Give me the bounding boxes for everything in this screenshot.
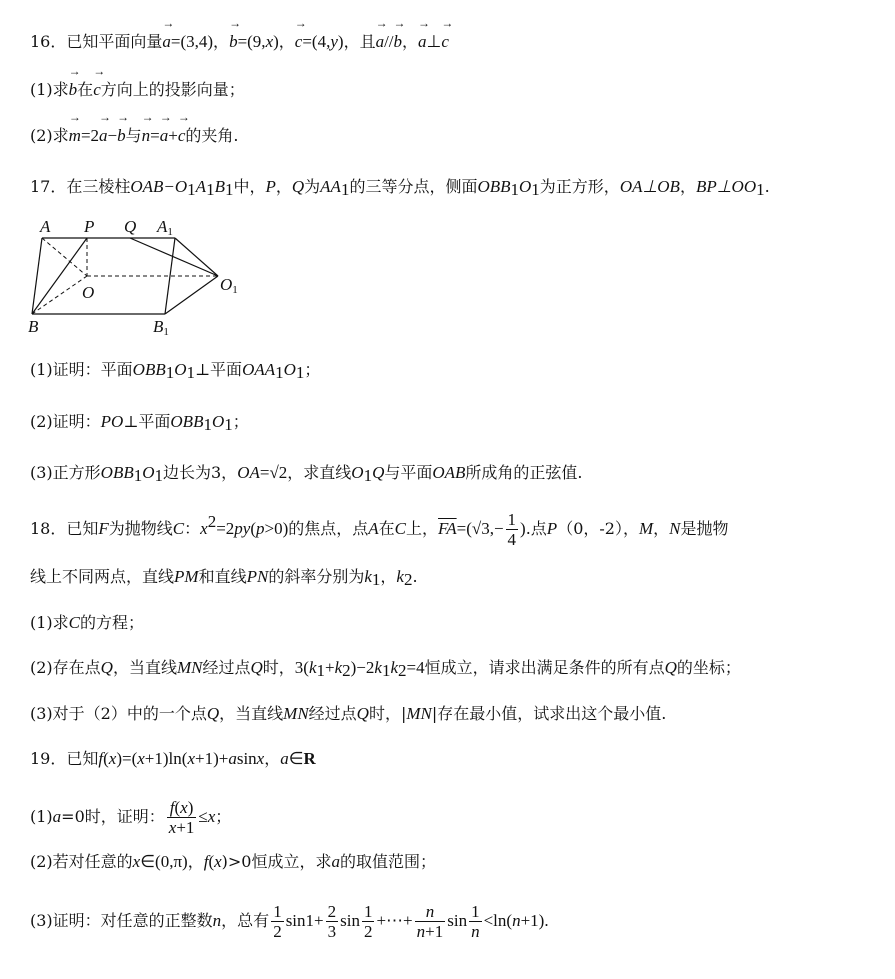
fraction-1-2-arg: $\frac{1}{2}$ xyxy=(363,902,373,941)
q18-stem: 18．已知F为抛物线C：$x^2=2py(p>0)$的焦点，点A在C上，$\overline{FA}=(√3,-$ $\frac{1}{4}$ ).点P（0，-2），M，N是抛物 xyxy=(30,510,729,549)
q19-number: 19．已知 xyxy=(30,749,99,768)
fraction-one-quarter: $\frac{1}{4}$ xyxy=(507,510,517,549)
vector-c: → c xyxy=(295,30,303,54)
hidden-edge-A-O xyxy=(42,238,87,276)
q18-part3: (3)对于（2）中的一个点Q，当直线MN经过点Q时，|MN|存在最小值，试求出这个最小值. xyxy=(30,704,667,723)
q17-part3: (3)正方形$OBB_1O_1$边长为3，OA=√2，求直线$O_1Q$与平面OAB所成角的正弦值. xyxy=(30,463,583,485)
label-A: A xyxy=(40,217,51,236)
edge-B1-O1 xyxy=(165,276,218,314)
label-Q: Q xyxy=(124,217,137,236)
q19-part2: (2)若对任意的x∈(0,π)，f(x)>0恒成立，求a的取值范围； xyxy=(30,852,437,871)
fraction-1-over-n: $\frac{1}{n}$ xyxy=(471,902,480,941)
q18-part1: (1)求C的方程； xyxy=(30,613,145,632)
fraction-n-over-n-plus-1: $\frac{n}{n+1}$ xyxy=(416,902,444,941)
vector-a: → a xyxy=(162,30,171,54)
q16-stem: 16．已知平面向量→ a=(3,4)，→ b=(9,x)，→ c=(4,y)，且→ a//→ b，→ a⊥→ c xyxy=(30,30,449,54)
fraction-2-3: $\frac{2}{3}$ xyxy=(327,902,337,941)
q19-part3: (3)证明：对任意的正整数n，总有 $\frac{1}{2}$ sin1+ $\frac{2}{3}$ sin $\frac{1}{2}$ +⋯+ $\frac{n}{n+1}$ sin $\frac{1}{n}$ <ln(n+1). xyxy=(30,902,549,941)
label-A1: A1 xyxy=(157,217,173,238)
q16-part2: (2)求→ m=2→ a−→ b与→ n=→ a+→ c的夹角. xyxy=(30,124,238,148)
vector-FA: $\overline{FA}$ xyxy=(438,519,457,538)
label-B: B xyxy=(28,317,39,336)
q17-part2: (2)证明：PO⊥平面$OBB_1O_1$； xyxy=(30,412,249,434)
vector-a-value: =(3,4) xyxy=(170,32,214,51)
label-B1: B1 xyxy=(153,317,169,338)
q17-number: 17．在三棱柱 xyxy=(30,177,131,196)
edge-A1-O1 xyxy=(175,238,218,276)
q17-part1: (1)证明：平面$OBB_1O_1\perp$平面$OAA_1O_1$； xyxy=(30,360,321,382)
q19-stem: 19．已知f(x)=(x+1)ln(x+1)+asinx，a∈R xyxy=(30,749,316,768)
q16-number: 16．已知平面向量 xyxy=(30,32,163,51)
label-P: P xyxy=(84,217,95,236)
fraction-1-2: $\frac{1}{2}$ xyxy=(273,902,282,941)
q16-part1: (1)求→ b在→ c方向上的投影向量； xyxy=(30,78,245,102)
q17-stem: 17．在三棱柱$OAB-O_1A_1B_1$中，P，Q为$AA_1$的三等分点，侧面$OBB_1O_1$为正方形，OA⊥OB，$BP\perp OO_1$. xyxy=(30,177,770,199)
q18-stem-continued: 线上不同两点，直线PM和直线PN的斜率分别为$k_1$，$k_2$. xyxy=(30,567,418,589)
prism-diagram xyxy=(20,214,250,339)
hidden-edge-B-O xyxy=(32,276,87,314)
q18-part2: (2)存在点Q，当直线MN经过点Q时，$3(k_1+k_2)-2k_1k_2=4$恒成立，请求出满足条件的所有点Q的坐标； xyxy=(30,658,741,680)
label-O: O xyxy=(82,283,95,302)
vector-b: → b xyxy=(229,30,238,54)
q18-number: 18．已知 xyxy=(30,519,99,538)
label-O1: O1 xyxy=(220,275,238,296)
fraction-fx-over-x-plus-1: $\frac{f(x)}{x+1}$ xyxy=(168,798,195,837)
q19-part1: (1)a=0时，证明： $\frac{f(x)}{x+1}$ ≤x； xyxy=(30,798,232,837)
